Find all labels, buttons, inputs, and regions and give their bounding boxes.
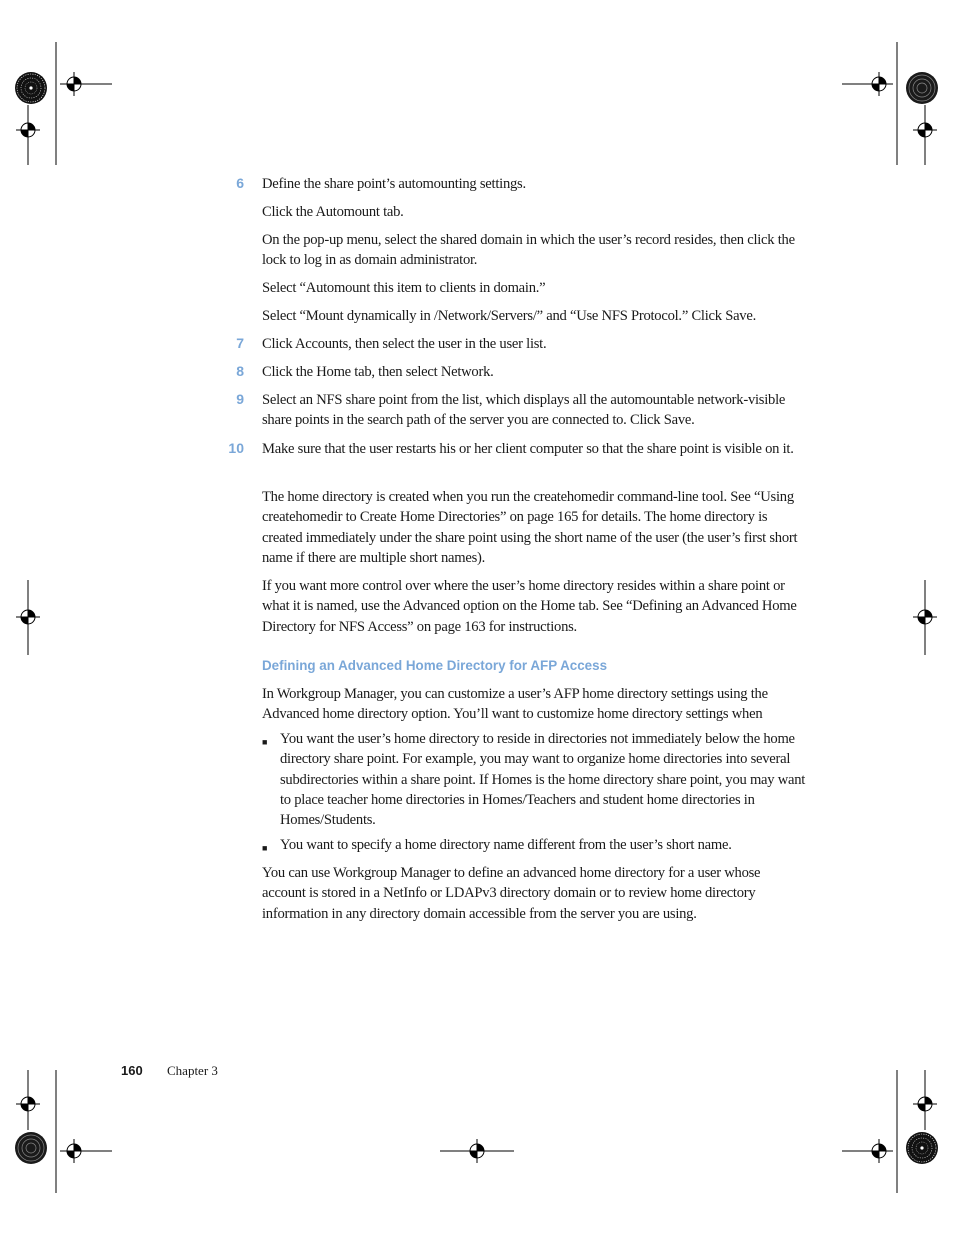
step-number: 8 xyxy=(236,363,244,379)
registration-mark xyxy=(913,605,937,629)
step-text: Click the Home tab, then select Network. xyxy=(262,364,494,380)
registration-mark xyxy=(913,118,937,142)
body-paragraph: If you want more control over where the user’s home directory resides within a share point or what it is named, use the Advanced option on the Home tab. See “Defining an Advanced Home Directory for NFS Access” on page 163 for instructions. xyxy=(262,578,797,635)
step-text: Click Accounts, then select the user in the user list. xyxy=(262,336,547,352)
section-closing: You can use Workgroup Manager to define an advanced home directory for a user whose account is stored in a NetInfo or LDAPv3 directory domain or to review home directory information in any directory domain accessible from the server you are using. xyxy=(262,865,761,922)
target-mark xyxy=(15,1132,47,1164)
registration-mark xyxy=(16,118,40,142)
step-paragraph: Select “Mount dynamically in /Network/Servers/” and “Use NFS Protocol.” Click Save. xyxy=(262,308,756,324)
body-paragraph: The home directory is created when you run the createhomedir command-line tool. See “Using createhomedir to Create Home Directories” on page 165 for details. The home directory is created immediately under the share point using the short name of the user (the user’s first short name if there are multiple short names). xyxy=(262,489,798,566)
registration-mark xyxy=(867,72,891,96)
section-heading: Defining an Advanced Home Directory for AFP Access xyxy=(262,658,608,673)
bullet-marker: ■ xyxy=(262,843,268,853)
section-intro: In Workgroup Manager, you can customize a user’s AFP home directory settings using the Advanced home directory option. You’ll want to customize home directory settings when xyxy=(262,686,768,723)
page-number: 160 xyxy=(121,1063,143,1078)
bullet-text: You want the user’s home directory to reside in directories not immediately below the home directory share point. For example, you may want to organize home directories into several subdirectories within a share point. If Homes is the home directory share point, you may want to place teacher home directories in Homes/Teachers and student home directories in Homes/Students. xyxy=(280,731,806,829)
step-paragraph: Click the Automount tab. xyxy=(262,204,404,220)
target-mark xyxy=(906,72,938,104)
registration-mark xyxy=(913,1092,937,1116)
starburst-mark xyxy=(906,1132,938,1164)
registration-mark xyxy=(62,1139,86,1163)
starburst-mark xyxy=(15,72,47,104)
bullet-text: You want to specify a home directory name different from the user’s short name. xyxy=(280,837,732,853)
registration-mark xyxy=(465,1139,489,1163)
registration-mark xyxy=(62,72,86,96)
step-number: 7 xyxy=(236,335,244,351)
chapter-label: Chapter 3 xyxy=(167,1063,218,1078)
step-paragraph: Select “Automount this item to clients in domain.” xyxy=(262,280,546,296)
step-number: 10 xyxy=(228,440,244,456)
step-text: Make sure that the user restarts his or her client computer so that the share point is visible on it. xyxy=(262,441,794,457)
step-text: Define the share point’s automounting settings. xyxy=(262,176,526,192)
bullet-marker: ■ xyxy=(262,737,268,747)
step-paragraph: On the pop-up menu, select the shared domain in which the user’s record resides, then click the lock to log in as domain administrator. xyxy=(262,232,795,269)
step-number: 9 xyxy=(236,391,244,407)
step-number: 6 xyxy=(236,175,244,191)
registration-mark xyxy=(16,1092,40,1116)
step-text: Select an NFS share point from the list, which displays all the automountable network-visible share points in the search path of the server you are connected to. Click Save. xyxy=(262,392,786,429)
registration-mark xyxy=(867,1139,891,1163)
registration-mark xyxy=(16,605,40,629)
